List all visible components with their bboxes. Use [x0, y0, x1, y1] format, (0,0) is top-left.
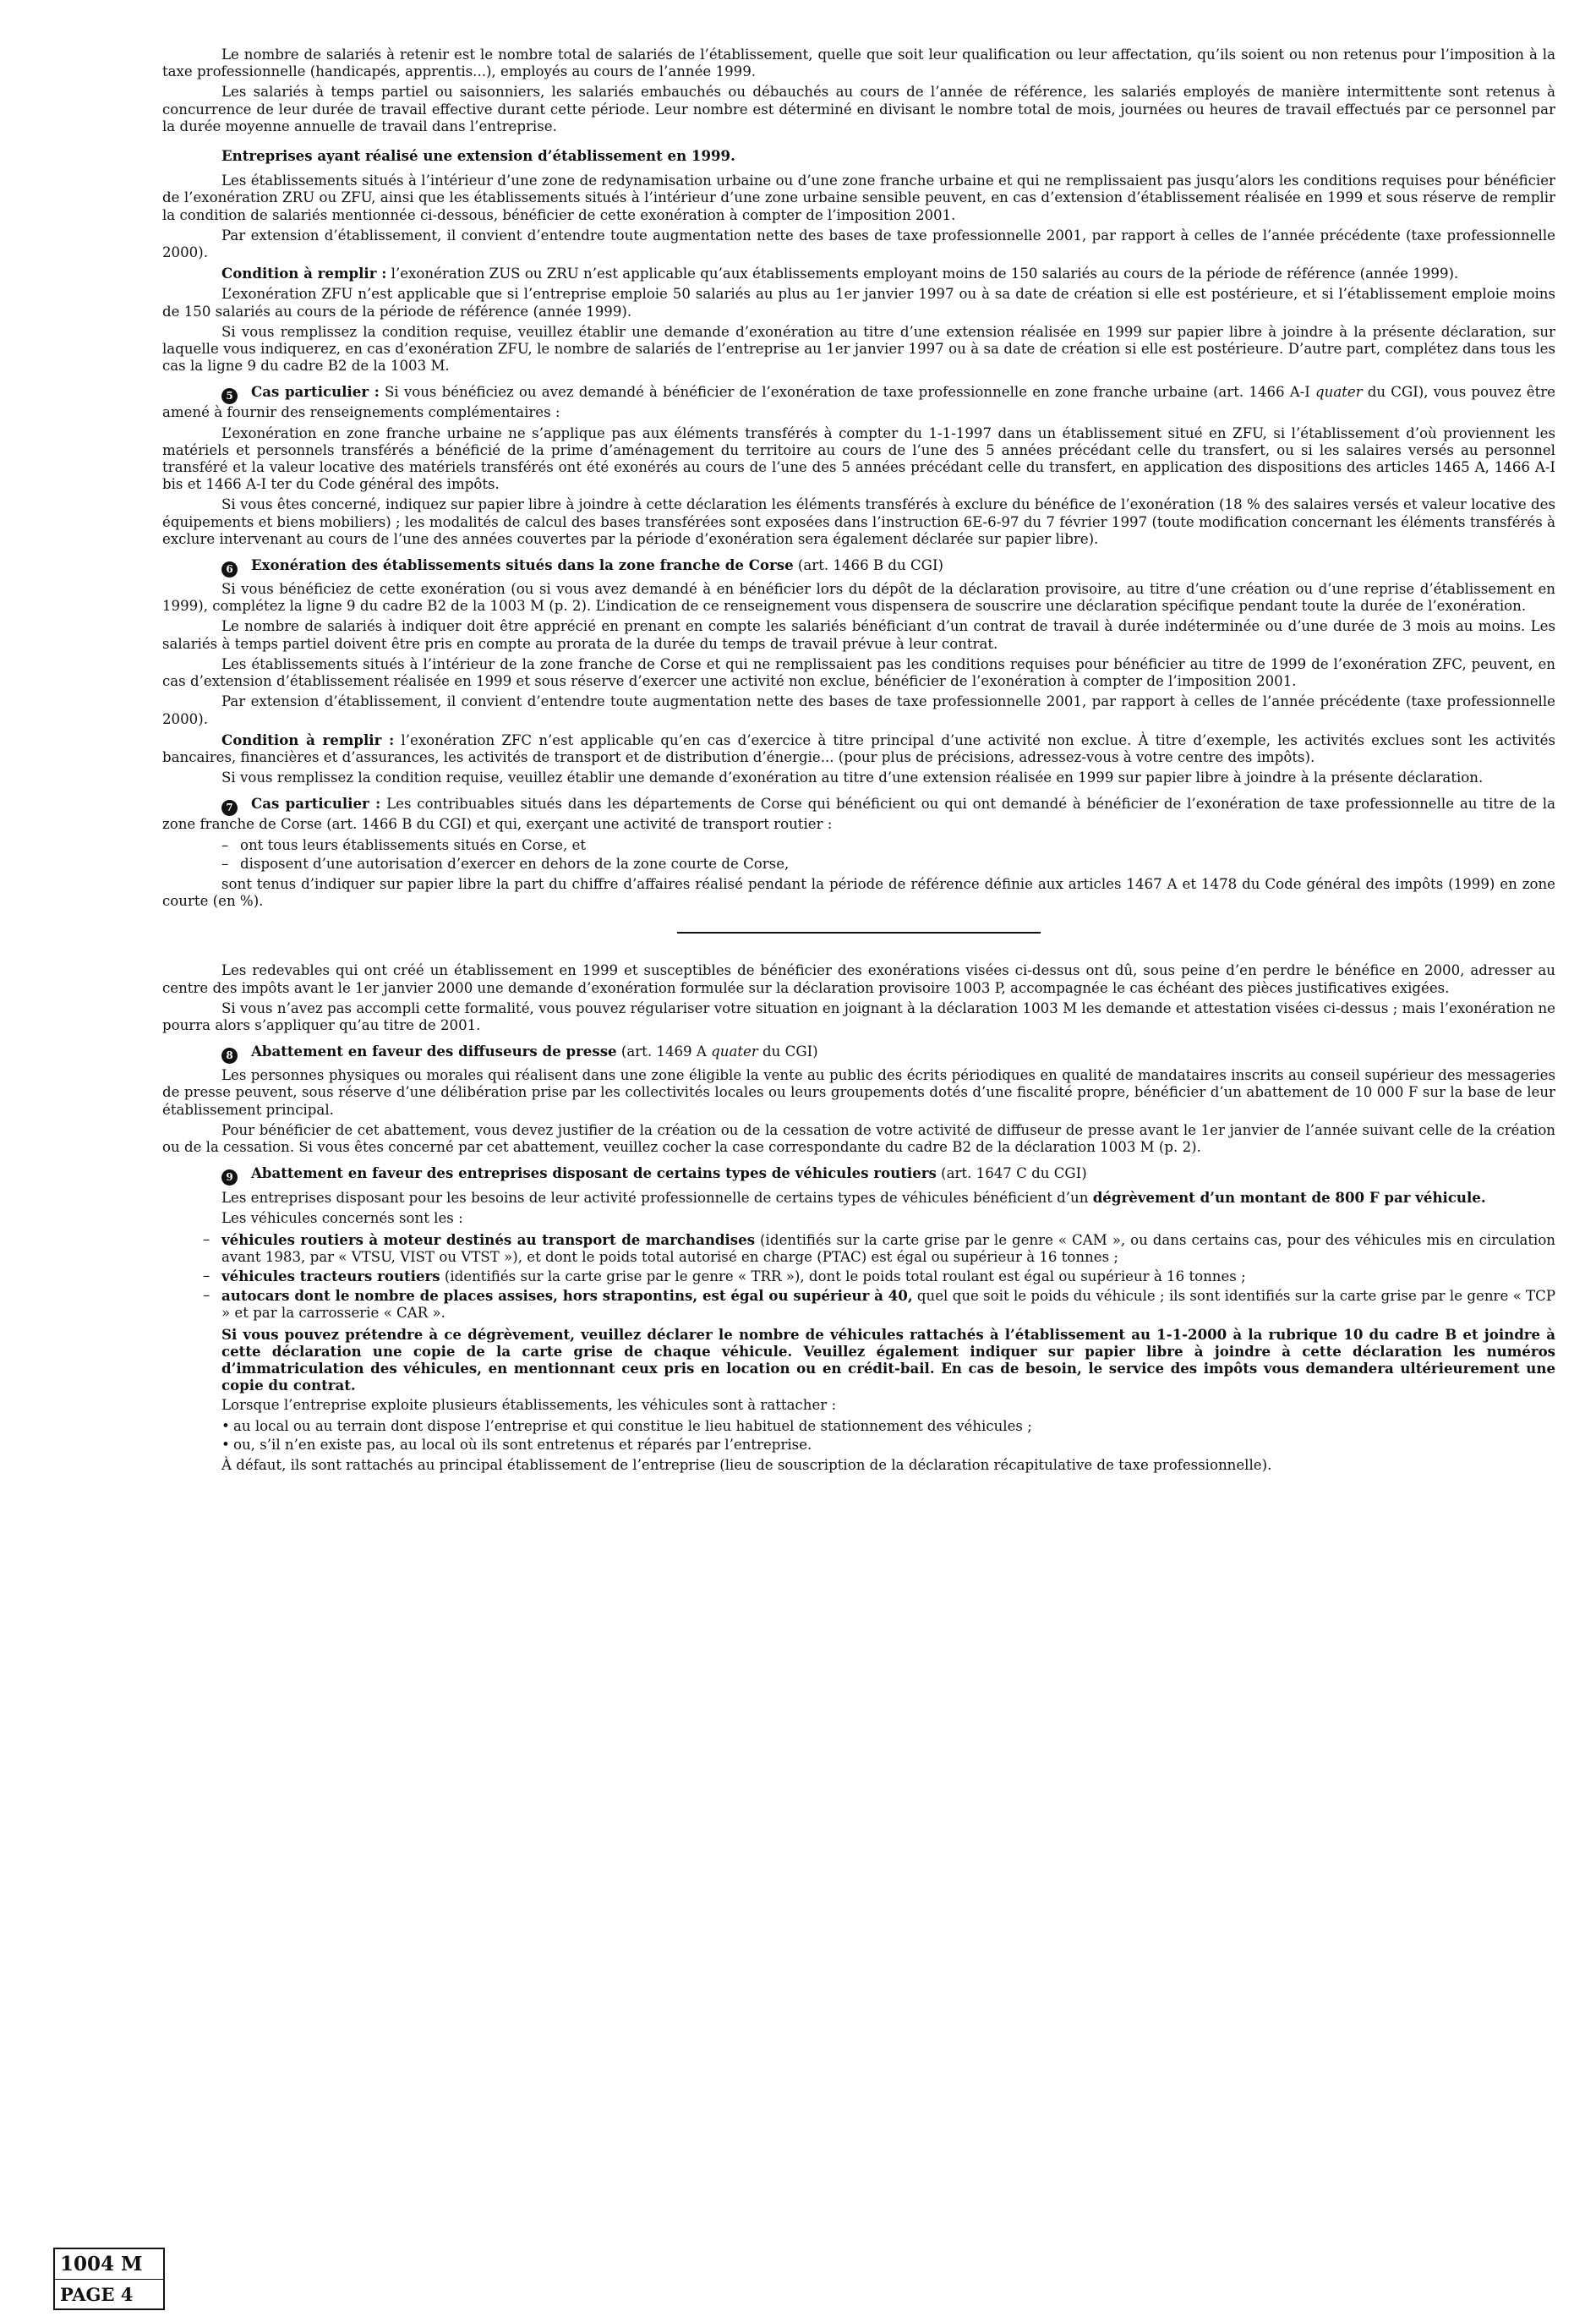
- section-9-text-bold: dégrèvement d’un montant de 800 F par véhicule.: [1092, 1189, 1486, 1207]
- section-8-title: [162, 1043, 1555, 1064]
- section-9-reference: (art. 1647 C du CGI): [936, 1165, 1087, 1182]
- section-7-text: Les contribuables situés dans les départements de Corse qui bénéficient ou qui ont demandé à bénéficier de l’exonération de taxe professionnelle au titre de la zone franche de Corse (art. 1466 B du CGI) et qui, exerçant une activité de transport routier :: [162, 796, 1556, 833]
- section-divider: [677, 932, 1041, 934]
- section-7-intro: [162, 795, 1555, 833]
- vehicle-type: autocars dont le nombre de places assises, hors strapontins, est égal ou supérieur à 40,: [221, 1287, 913, 1305]
- section-title-extension: Entreprises ayant réalisé une extension d’établissement en 1999.: [221, 147, 735, 165]
- section-6-title-text: Exonération des établissements situés dans la zone franche de Corse: [251, 556, 794, 574]
- section-5-paragraph: L’exonération en zone franche urbaine ne s’applique pas aux éléments transférés à compter du 1-1-1997 dans un établissement situé en ZFU, si l’établissement d’où proviennent les matériels et personnels transférés a bénéficié de la prime d’aménagement du territoire au cours de l’une des 5 années précédant celle du transfert, ou si les salaires versés au personnel transféré et la valeur locative des matériels transférés ont été exonérés au cours de l’une des 5 années précédant celle du transfert, en application des dispositions des articles 1465 A, 1466 A-I bis et 1466 A-I ter du Code général des impôts.: [162, 424, 1555, 493]
- extension-paragraph: Les établissements situés à l’intérieur d’une zone de redynamisation urbaine ou d’une zone franche urbaine et qui ne remplissaient pas jusqu’alors les conditions requises pour bénéficier de l’exonération ZRU ou ZFU, ainsi que les établissements situés à l’intérieur d’une zone urbaine sensible peuvent, en cas d’extension d’établissement réalisée en 1999 et sous réserve de remplir la condition de salariés mentionnée ci-dessous, bénéficier de cette exonération à compter de l’imposition 2001.: [162, 173, 1555, 223]
- section-8-reference: (art. 1469 A: [616, 1043, 712, 1060]
- vehicle-description: (identifiés sur la carte grise par le genre « TRR »), dont le poids total roulant est égal ou supérieur à 16 tonnes ;: [440, 1268, 1246, 1284]
- extension-paragraph: Par extension d’établissement, il convient d’entendre toute augmentation nette des bases de taxe professionnelle 2001, par rapport à celles de l’année précédente (taxe professionnelle 2000).: [162, 227, 1555, 261]
- extension-paragraph: L’exonération ZFU n’est applicable que si l’entreprise emploie 50 salariés au plus au 1er janvier 1997 ou à sa date de création si elle est postérieure, et si l’établissement emploie moins de 150 salariés au cours de la période de référence (année 1999).: [162, 286, 1555, 320]
- condition-text: l’exonération ZUS ou ZRU n’est applicable qu’aux établissements employant moins de 150 salariés au cours de la période de référence (année 1999).: [386, 266, 1459, 282]
- section-8-title-text: Abattement en faveur des diffuseurs de presse: [251, 1043, 617, 1060]
- intro-paragraph: Le nombre de salariés à retenir est le nombre total de salariés de l’établissement, quelle que soit leur qualification ou leur affectation, qu’ils soient ou non retenus pour l’imposition à la taxe professionnelle (handicapés, apprentis...), employés au cours de l’année 1999.: [162, 47, 1555, 80]
- section-9-title: [162, 1164, 1555, 1186]
- vehicle-description: quel que soit le poids du véhicule ; ils sont identifiés sur la carte grise par le genre « TCP » et par la carrosserie « CAR ».: [221, 1288, 1555, 1322]
- section-7-paragraph: sont tenus d’indiquer sur papier libre la part du chiffre d’affaires réalisé pendant la période de référence définie aux articles 1467 A et 1478 du Code général des impôts (1999) en zone courte (en %).: [162, 875, 1555, 910]
- intro-paragraph: Les salariés à temps partiel ou saisonniers, les salariés embauchés ou débauchés au cours de l’année de référence, les salariés employés de manière intermittente sont retenus à concurrence de leur durée de travail effective durant cette période. Leur nombre est déterminé en divisant le nombre total de mois, journées ou heures de travail effectués par ce personnel par la durée moyenne annuelle de travail dans l’entreprise.: [162, 84, 1555, 134]
- list-item: • ou, s’il n’en existe pas, au local où ils sont entretenus et réparés par l’entreprise.: [221, 1437, 1555, 1454]
- list-item: – disposent d’une autorisation d’exercer en dehors de la zone courte de Corse,: [221, 856, 1555, 873]
- section-9-title-text: Abattement en faveur des entreprises disposant de certains types de véhicules routiers: [251, 1164, 937, 1182]
- condition-label: Condition à remplir :: [221, 265, 387, 282]
- section-5-text: quater: [1315, 384, 1363, 401]
- vehicle-description: (identifiés sur la carte grise par le genre « CAM », ou dans certains cas, pour des véhicules mis en circulation avant 1983, par « VTSU, VIST ou VTST »), et dont le poids total autorisé en charge (PTAC) est égal ou supérieur à 16 tonnes ;: [221, 1231, 1555, 1265]
- section-9-paragraph: Les véhicules concernés sont les :: [221, 1210, 463, 1227]
- section-9-text: Les entreprises disposant pour les besoins de leur activité professionnelle de certains types de véhicules bénéficient d’un: [221, 1190, 1093, 1207]
- condition-text: l’exonération ZFC n’est applicable qu’en cas d’exercice à titre principal d’une activité non exclue. À titre d’exemple, les activités exclues sont les activités bancaires, financières et d’assurances, les activités de transport et de distribution d’énergie... (pour plus de précisions, adressez-vous à votre centre des impôts).: [162, 731, 1555, 765]
- section-9-paragraph: À défaut, ils sont rattachés au principal établissement de l’entreprise (lieu de souscription de la déclaration récapitulative de taxe professionnelle).: [221, 1457, 1272, 1473]
- section-marker-9: 9: [221, 1169, 238, 1186]
- section-9-paragraph: [162, 1189, 1555, 1207]
- list-item: [203, 1268, 1555, 1285]
- list-item: – ont tous leurs établissements situés en Corse, et: [221, 837, 1555, 854]
- section-5-intro: [162, 383, 1555, 421]
- creation-paragraph: Si vous n’avez pas accompli cette formalité, vous pouvez régulariser votre situation en joignant à la déclaration 1003 M les demande et attestation visées ci-dessus ; mais l’exonération ne pourra alors s’appliquer qu’au titre de 2001.: [162, 999, 1555, 1033]
- vehicle-type: véhicules tracteurs routiers: [221, 1267, 440, 1284]
- condition-label: Condition à remplir :: [221, 731, 395, 748]
- section-6-title: [162, 556, 1555, 578]
- section-9-instructions: Si vous pouvez prétendre à ce dégrèvement, veuillez déclarer le nombre de véhicules rattachés à l’établissement au 1-1-2000 à la rubrique 10 du cadre B et joindre à cette déclaration une copie de la carte grise de chaque véhicule. Veuillez également indiquer sur papier libre à joindre à cette déclaration les numéros d’immatriculation des véhicules, en mentionnant ceux pris en location ou en crédit-bail. En cas de besoin, le service des impôts vous demandera ultérieurement une copie du contrat.: [221, 1325, 1555, 1394]
- extension-paragraph: Si vous remplissez la condition requise, veuillez établir une demande d’exonération au titre d’une extension réalisée en 1999 sur papier libre à joindre à la présente déclaration, sur laquelle vous indiquerez, en cas d’exonération ZFU, le nombre de salariés de l’entreprise au 1er janvier 1997 ou à sa date de création si elle est postérieure. D’autre part, complétez dans tous les cas la ligne 9 du cadre B2 de la 1003 M.: [162, 323, 1555, 375]
- section-8-paragraph: Les personnes physiques ou morales qui réalisent dans une zone éligible la vente au public des écrits périodiques en qualité de mandataires inscrits au conseil supérieur des messageries de presse peuvent, sous réserve d’une délibération prise par les collectivités locales ou leurs groupements dotés d’une fiscalité propre, bénéficier d’un abattement de 10 000 F sur la base de leur établissement principal.: [162, 1067, 1555, 1118]
- section-6-paragraph: Les établissements situés à l’intérieur de la zone franche de Corse et qui ne remplissaient pas les conditions requises pour bénéficier au titre de 1999 de l’exonération ZFC, peuvent, en cas d’extension d’établissement réalisée en 1999 et sous réserve d’exercer une activité non exclue, bénéficier de l’exonération à compter de l’imposition 2001.: [162, 655, 1555, 690]
- section-marker-5: 5: [221, 388, 238, 404]
- list-item: • au local ou au terrain dont dispose l’entreprise et qui constitue le lieu habituel de stationnement des véhicules ;: [221, 1418, 1555, 1435]
- document-body: [162, 47, 1555, 1477]
- section-8-reference: quater: [711, 1043, 758, 1060]
- section-marker-8: 8: [221, 1048, 238, 1064]
- form-code: 1004 M: [60, 2253, 143, 2275]
- section-7-list: [162, 837, 1555, 873]
- section-6-paragraph: Par extension d’établissement, il convient d’entendre toute augmentation nette des bases de taxe professionnelle 2001, par rapport à celles de l’année précédente (taxe professionnelle 2000).: [162, 693, 1555, 727]
- case-label: Cas particulier :: [251, 383, 380, 401]
- list-item: [203, 1231, 1555, 1266]
- section-6-condition: [162, 731, 1555, 766]
- extension-condition: [162, 265, 1555, 282]
- section-9-paragraph: Lorsque l’entreprise exploite plusieurs établissements, les véhicules sont à rattacher :: [221, 1397, 837, 1414]
- case-label: Cas particulier :: [251, 795, 381, 813]
- section-5-text: Si vous bénéficiez ou avez demandé à bénéficier de l’exonération de taxe professionnelle en zone franche urbaine (art. 1466 A-I: [379, 384, 1316, 401]
- vehicle-list: [162, 1231, 1555, 1323]
- section-6-paragraph: Si vous bénéficiez de cette exonération (ou si vous avez demandé à en bénéficier lors du dépôt de la déclaration provisoire, au titre d’une création ou d’une reprise d’établissement en 1999), complétez la ligne 9 du cadre B2 de la 1003 M (p. 2). L’indication de ce renseignement vous dispensera de souscrire une déclaration spécifique pendant toute la durée de l’exonération.: [162, 581, 1555, 615]
- creation-paragraph: Les redevables qui ont créé un établissement en 1999 et susceptibles de bénéficier des exonérations visées ci-dessus ont dû, sous peine d’en perdre le bénéfice en 2000, adresser au centre des impôts avant le 1er janvier 2000 une demande d’exonération formulée sur la déclaration provisoire 1003 P, accompagnée le cas échéant des pièces justificatives exigées.: [162, 962, 1555, 996]
- section-6-paragraph: Le nombre de salariés à indiquer doit être apprécié en prenant en compte les salariés bénéficiant d’un contrat de travail à durée indéterminée ou d’une durée de 3 mois au moins. Les salariés à temps partiel doivent être pris en compte au prorata de la durée du temps de travail prévue à leur contrat.: [162, 618, 1555, 652]
- section-6-reference: (art. 1466 B du CGI): [793, 557, 943, 574]
- section-marker-7: 7: [221, 800, 238, 816]
- page-number: PAGE 4: [55, 2279, 163, 2309]
- section-6-paragraph: Si vous remplissez la condition requise, veuillez établir une demande d’exonération au titre d’une extension réalisée en 1999 sur papier libre à joindre à la présente déclaration.: [221, 769, 1484, 786]
- section-marker-6: 6: [221, 561, 238, 578]
- attachment-list: [162, 1418, 1555, 1454]
- section-5-paragraph: Si vous êtes concerné, indiquez sur papier libre à joindre à cette déclaration les éléments transférés à exclure du bénéfice de l’exonération (18 % des salaires versés et valeur locative des équipements et biens mobiliers) ; les modalités de calcul des bases transférées sont exposées dans l’instruction 6E-6-97 du 7 février 1997 (toute modification concernant les éléments transférés à exclure intervenant au cours de l’une des années couvertes par la période d’exonération sera également déclarée sur papier libre).: [162, 496, 1555, 547]
- section-8-reference: du CGI): [757, 1043, 818, 1060]
- vehicle-type: véhicules routiers à moteur destinés au transport de marchandises: [221, 1230, 756, 1248]
- section-8-paragraph: Pour bénéficier de cet abattement, vous devez justifier de la création ou de la cessation de votre activité de diffuseur de presse avant le 1er janvier de l’année suivant celle de la création ou de la cessation. Si vous êtes concerné par cet abattement, veuillez cocher la case correspondante du cadre B2 de la déclaration 1003 M (p. 2).: [162, 1121, 1555, 1155]
- form-page-box: [53, 2248, 165, 2310]
- section-5-text: du CGI), vous pouvez être amené à fournir des renseignements complémentaires :: [162, 384, 1555, 421]
- list-item: [203, 1287, 1555, 1322]
